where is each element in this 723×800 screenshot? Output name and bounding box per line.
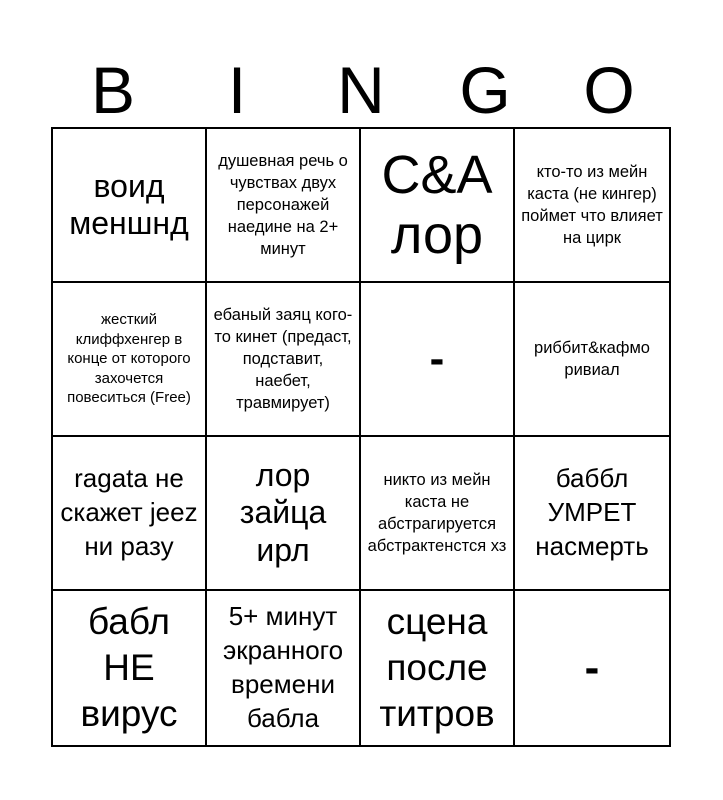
cell-text: жесткий клиффхенгер в конце от которого захочется повеситься (Free) [67,311,191,407]
cell-text: никто из мейн каста не абстрагируется абстрактенстся хз [367,470,507,556]
header-letter-i: I [227,53,247,127]
header-letter-b: B [90,53,136,127]
bingo-cell[interactable] [53,283,207,437]
cell-text: лор зайца ирл [239,457,327,568]
header-letter-n: N [337,53,385,127]
bingo-cell[interactable] [207,283,361,437]
cell-text: баббл УМРЕТ насмерть [535,463,649,561]
bingo-cell[interactable] [207,591,361,745]
bingo-cell[interactable] [53,591,207,745]
bingo-board [51,127,671,747]
bingo-cell[interactable] [207,437,361,591]
cell-text: ragata не скажет jeez ни разу [60,463,198,561]
header-letter-g: G [459,53,511,127]
bingo-cell[interactable] [361,437,515,591]
bingo-cell[interactable] [515,283,669,437]
cell-text: бабл НЕ вирус [80,601,178,734]
header-letter-o: O [583,53,635,127]
cell-text: C&A лор [381,144,493,265]
bingo-cell[interactable] [515,591,669,745]
bingo-cell[interactable] [361,283,515,437]
bingo-cell[interactable] [515,129,669,283]
bingo-cell[interactable] [361,591,515,745]
cell-text: - [584,643,600,692]
cell-text: кто-то из мейн каста (не кингер) поймет что влияет на цирк [521,162,663,248]
cell-text: 5+ минут экранного времени бабла [222,601,344,733]
bingo-cell[interactable] [207,129,361,283]
cell-text: ебаный заяц кого-то кинет (предаст, подставит, наебет, травмирует) [213,305,353,413]
bingo-header [51,52,671,128]
cell-text: душевная речь о чувствах двух персонажей наедине на 2+ минут [218,151,348,259]
cell-text: риббит&кафмо ривиал [534,338,650,379]
bingo-cell[interactable] [53,437,207,591]
bingo-cell[interactable] [361,129,515,283]
cell-text: воид меншнд [69,167,189,241]
cell-text: сцена после титров [379,601,495,734]
bingo-cell[interactable] [53,129,207,283]
cell-text: - [429,334,445,383]
bingo-cell[interactable] [515,437,669,591]
